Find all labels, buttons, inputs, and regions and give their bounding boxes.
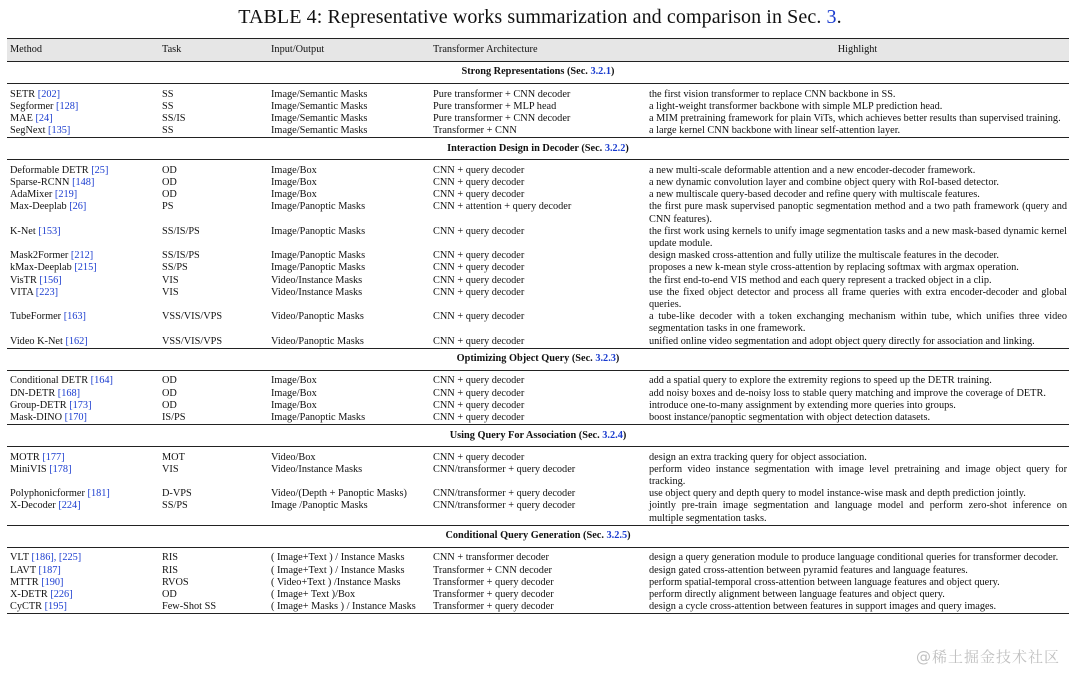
section-title-text: Using Query For Association (Sec.: [449, 429, 603, 441]
citation-link[interactable]: [135]: [48, 125, 71, 137]
table-row: [7, 201, 1069, 225]
method-name: DN-DETR: [10, 387, 56, 399]
table-row: [7, 262, 1069, 274]
input-output-cell: ( Image+Text ) / Instance Masks: [271, 564, 405, 576]
citation-link[interactable]: [156]: [39, 274, 62, 286]
table-caption: [0, 6, 1080, 29]
architecture-cell: Transformer + CNN decoder: [433, 564, 552, 576]
input-output-cell: Image/Semantic Masks: [271, 88, 368, 100]
method-name: X-Decoder: [10, 500, 56, 512]
task-cell: SS/PS: [162, 500, 188, 512]
method-cell: [7, 500, 159, 525]
highlight-cell: unified online video segmentation and adopt object query directly for association and linking.: [649, 335, 1035, 347]
task-cell: Few-Shot SS: [159, 601, 268, 614]
input-output-cell: ( Video+Text ) /Instance Masks: [271, 576, 401, 588]
input-output-cell: Image/Panoptic Masks: [271, 411, 366, 423]
citation-link[interactable]: [26]: [69, 201, 87, 213]
task-cell: SS/PS: [162, 262, 188, 274]
method-name: Conditional DETR: [10, 375, 89, 387]
header-input-output: Input/Output: [268, 39, 430, 62]
highlight-cell: design an extra tracking query for object association.: [649, 451, 867, 463]
section-title-close: ): [611, 66, 615, 78]
citation-link[interactable]: [224]: [58, 500, 81, 512]
highlight-cell: a MIM pretraining framework for plain ViTs, which achieves better results than supervised training.: [649, 112, 1061, 124]
citation-link[interactable]: [170]: [64, 411, 87, 423]
section-header-row: [7, 138, 1069, 160]
method-cell: [7, 113, 159, 125]
header-row: [7, 39, 1069, 62]
architecture-cell: CNN + query decoder: [433, 177, 525, 189]
method-cell: [7, 452, 159, 464]
citation-link[interactable]: [187]: [38, 564, 61, 576]
highlight-cell: proposes a new k-mean style cross-attention by replacing softmax with argmax operation.: [649, 262, 1019, 274]
architecture-cell: CNN + query decoder: [433, 375, 525, 387]
method-cell: [7, 89, 159, 101]
section-title-text: Strong Representations (Sec.: [461, 66, 591, 78]
method-cell: [7, 275, 159, 287]
table-row: [7, 500, 1069, 525]
method-name: X-DETR: [10, 589, 48, 600]
method-cell: [7, 552, 159, 564]
task-cell: SS/IS/PS: [162, 225, 200, 237]
citation-link[interactable]: [173]: [69, 399, 92, 411]
task-cell: SS: [162, 88, 174, 100]
input-output-cell: Image/Box: [271, 375, 317, 387]
method-cell: [7, 488, 159, 500]
table-row: [7, 589, 1069, 601]
architecture-cell: CNN + query decoder: [433, 262, 525, 274]
input-output-cell: Video/Instance Masks: [271, 274, 363, 286]
table-row: [7, 375, 1069, 387]
architecture-cell: CNN + query decoder: [433, 411, 525, 423]
input-output-cell: Video/Instance Masks: [271, 463, 363, 475]
architecture-cell: CNN + query decoder: [433, 399, 525, 411]
table-row: [7, 601, 1069, 614]
highlight-cell: use the fixed object detector and process all frame queries with extra encoder-decoder and global queries.: [649, 286, 1067, 311]
method-name: MOTR: [10, 451, 40, 463]
section-title-close: ): [622, 429, 627, 441]
method-name: Mask2Former: [10, 250, 69, 262]
architecture-cell: CNN + attention + query decoder: [433, 201, 572, 213]
highlight-cell: perform video instance segmentation with image level pretraining and image object query for tracking.: [649, 463, 1067, 488]
task-cell: SS/IS/PS: [162, 250, 200, 262]
table-row: [7, 177, 1069, 189]
watermark: @稀土掘金技术社区: [915, 648, 1060, 666]
highlight-cell: jointly pre-train image segmentation and language model and perform zero-shot inference on multiple segmentation tasks.: [649, 500, 1067, 524]
task-cell: OD: [162, 177, 177, 189]
caption-section-link[interactable]: 3: [826, 6, 837, 28]
citation-link[interactable]: [163]: [63, 311, 86, 323]
highlight-cell: a new multiscale query-based decoder and refine query with multiscale features.: [649, 189, 980, 201]
input-output-cell: Image /Panoptic Masks: [271, 500, 368, 512]
header-method: Method: [7, 39, 159, 62]
table-row: [7, 311, 1069, 335]
task-cell: VSS/VIS/VPS: [162, 335, 223, 347]
citation-link[interactable]: [186], [225]: [31, 552, 82, 564]
method-cell: [7, 375, 159, 387]
method-cell: [7, 287, 159, 311]
table-header: [7, 39, 1069, 62]
section-ref-link[interactable]: 3.2.5: [606, 530, 628, 542]
section-title: [7, 138, 1069, 160]
task-cell: SS/IS: [162, 112, 186, 124]
architecture-cell: Pure transformer + CNN decoder: [433, 112, 571, 124]
method-name: VITA: [10, 286, 34, 298]
method-cell: [7, 388, 159, 400]
method-cell: [7, 101, 159, 113]
table-row: [7, 125, 1069, 138]
citation-link[interactable]: [219]: [54, 189, 78, 201]
method-cell: [7, 262, 159, 274]
section-title: [7, 62, 1069, 84]
method-cell: [7, 412, 159, 425]
table-row: [7, 165, 1069, 177]
section-ref-link[interactable]: 3.2.3: [595, 353, 616, 365]
citation-link[interactable]: [190]: [41, 576, 64, 588]
architecture-cell: CNN + query decoder: [433, 451, 525, 463]
highlight-cell: add noisy boxes and de-noisy loss to stable query matching and improve the coverage of DETR.: [649, 387, 1046, 399]
highlight-cell: the first pure mask supervised panoptic segmentation method and a two path framework (query and CNN features).: [649, 201, 1067, 225]
method-cell: [7, 201, 159, 225]
highlight-cell: the first work using kernels to unify image segmentation tasks and a new mask-based dynamic kernel update module.: [649, 225, 1067, 250]
task-cell: SS: [162, 125, 174, 137]
input-output-cell: Image/Semantic Masks: [271, 125, 368, 137]
method-cell: [7, 189, 159, 201]
method-name: Segformer: [10, 100, 54, 112]
section-title: [7, 425, 1069, 447]
section-title: [7, 525, 1069, 547]
method-name: AdaMixer: [10, 189, 53, 201]
task-cell: SS: [162, 100, 174, 112]
citation-link[interactable]: [168]: [57, 387, 81, 399]
method-name: VisTR: [10, 274, 37, 286]
method-name: Video K-Net: [10, 335, 63, 347]
table-row: [7, 388, 1069, 400]
header-task: Task: [159, 39, 268, 62]
architecture-cell: Pure transformer + MLP head: [433, 100, 557, 112]
highlight-cell: design a cycle cross-attention between features in support images and query images.: [646, 601, 1069, 614]
architecture-cell: CNN + query decoder: [433, 311, 525, 323]
input-output-cell: ( Image+Text ) / Instance Masks: [271, 552, 405, 564]
table-row: [7, 452, 1069, 464]
task-cell: VIS: [162, 463, 179, 475]
citation-link[interactable]: [202]: [37, 88, 61, 100]
task-cell: VIS: [162, 286, 179, 298]
input-output-cell: Image/Panoptic Masks: [271, 262, 366, 274]
table-row: [7, 287, 1069, 311]
task-cell: RIS: [162, 564, 179, 576]
input-output-cell: ( Image+ Text )/Box: [271, 589, 356, 600]
method-name: kMax-Deeplab: [10, 262, 72, 274]
citation-link[interactable]: [153]: [38, 225, 61, 237]
section-title-text: Interaction Design in Decoder (Sec.: [447, 142, 605, 154]
method-name: Max-Deeplab: [10, 201, 67, 213]
task-cell: RIS: [162, 552, 179, 564]
task-cell: OD: [162, 375, 177, 387]
task-cell: PS: [162, 201, 174, 213]
method-name: Polyphonicformer: [10, 488, 85, 500]
table-row: [7, 400, 1069, 412]
highlight-cell: design gated cross-attention between pyramid features and language features.: [649, 564, 968, 576]
architecture-cell: CNN + query decoder: [433, 387, 525, 399]
input-output-cell: Image/Box: [271, 387, 317, 399]
input-output-cell: Image/Box: [271, 399, 317, 411]
task-cell: OD: [162, 399, 177, 411]
citation-link[interactable]: [25]: [91, 164, 109, 176]
table-row: [7, 412, 1069, 425]
highlight-cell: the first end-to-end VIS method and each query represent a tracked object in a clip.: [649, 274, 992, 286]
architecture-cell: CNN/transformer + query decoder: [433, 463, 576, 475]
table-row: [7, 336, 1069, 349]
highlight-cell: design a query generation module to produce language conditional queries for transformer decoder.: [649, 552, 1059, 564]
table-row: [7, 226, 1069, 250]
citation-link[interactable]: [162]: [65, 335, 88, 347]
table-row: [7, 113, 1069, 125]
section-header-row: [7, 425, 1069, 447]
input-output-cell: Image/Semantic Masks: [271, 112, 368, 124]
method-name: SegNext: [10, 125, 46, 137]
citation-link[interactable]: [148]: [72, 177, 95, 189]
task-cell: VIS: [162, 274, 179, 286]
architecture-cell: CNN + query decoder: [433, 250, 525, 262]
section-title-text: Conditional Query Generation (Sec.: [445, 530, 607, 542]
input-output-cell: Image/Panoptic Masks: [271, 250, 366, 262]
architecture-cell: Transformer + CNN: [433, 125, 517, 137]
citation-link[interactable]: [128]: [56, 100, 79, 112]
architecture-cell: CNN + query decoder: [433, 274, 525, 286]
input-output-cell: ( Image+ Masks ) / Instance Masks: [268, 601, 430, 614]
header-architecture: Transformer Architecture: [430, 39, 646, 62]
method-cell: [7, 165, 159, 177]
table-row: [7, 552, 1069, 564]
table-row: [7, 565, 1069, 577]
input-output-cell: Video/Panoptic Masks: [271, 335, 364, 347]
citation-link[interactable]: [226]: [50, 589, 73, 600]
table-row: [7, 189, 1069, 201]
method-name: Mask-DINO: [10, 411, 63, 423]
architecture-cell: CNN/transformer + query decoder: [433, 488, 576, 500]
table-body: [7, 62, 1069, 614]
method-name: Group-DETR: [10, 399, 67, 411]
highlight-cell: perform spatial-temporal cross-attention between language features and object query.: [649, 576, 1000, 588]
section-header-row: [7, 525, 1069, 547]
method-name: Sparse-RCNN: [10, 177, 70, 189]
method-name: MTTR: [10, 576, 39, 588]
architecture-cell: CNN + query decoder: [433, 189, 525, 201]
highlight-cell: use object query and depth query to model instance-wise mask and depth prediction jointly.: [649, 488, 1026, 500]
highlight-cell: a new dynamic convolution layer and combine object query with RoI-based detector.: [649, 177, 999, 189]
input-output-cell: Video/Panoptic Masks: [271, 311, 364, 323]
header-highlight: Highlight: [646, 39, 1069, 62]
highlight-cell: design masked cross-attention and fully utilize the multiscale features in the decoder.: [649, 250, 999, 262]
method-cell: [7, 226, 159, 250]
citation-link[interactable]: [215]: [74, 262, 97, 274]
input-output-cell: Video/(Depth + Panoptic Masks): [271, 488, 407, 500]
task-cell: OD: [162, 589, 177, 600]
task-cell: OD: [162, 189, 177, 201]
citation-link[interactable]: [24]: [35, 112, 53, 124]
citation-link[interactable]: [195]: [44, 601, 67, 613]
highlight-cell: a tube-like decoder with a token exchanging mechanism within tube, which unifies three video segmentation tasks in one framework.: [649, 311, 1067, 335]
task-cell: OD: [162, 164, 177, 176]
method-name: LAVT: [10, 564, 36, 576]
table-row: [7, 488, 1069, 500]
architecture-cell: Transformer + query decoder: [433, 589, 554, 600]
method-cell: [7, 400, 159, 412]
citation-link[interactable]: [223]: [35, 286, 59, 298]
highlight-cell: boost instance/panoptic segmentation with object detection datasets.: [649, 411, 931, 423]
architecture-cell: Transformer + query decoder: [430, 601, 646, 614]
highlight-cell: introduce one-to-many assignment by extending more queries into groups.: [649, 399, 956, 411]
table-row: [7, 89, 1069, 101]
section-header-row: [7, 348, 1069, 370]
input-output-cell: Image/Panoptic Masks: [271, 225, 366, 237]
caption-end: .: [836, 6, 842, 28]
method-name: K-Net: [10, 225, 36, 237]
method-cell: [7, 311, 159, 335]
citation-link[interactable]: [164]: [90, 375, 113, 387]
architecture-cell: CNN + transformer decoder: [433, 552, 549, 564]
task-cell: IS/PS: [162, 411, 186, 423]
section-title-close: ): [627, 530, 631, 542]
method-cell: [7, 601, 159, 614]
highlight-cell: perform directly alignment between language features and object query.: [649, 589, 945, 600]
task-cell: RVOS: [162, 576, 189, 588]
table-row: [7, 577, 1069, 589]
citation-link[interactable]: [181]: [87, 488, 110, 500]
architecture-cell: CNN + query decoder: [433, 164, 525, 176]
method-cell: [7, 336, 159, 349]
input-output-cell: Image/Box: [271, 164, 317, 176]
task-cell: OD: [162, 387, 177, 399]
section-ref-link[interactable]: 3.2.1: [590, 66, 612, 78]
section-title-close: ): [615, 353, 620, 365]
table-row: [7, 464, 1069, 488]
task-cell: MOT: [162, 451, 185, 463]
table-row: [7, 101, 1069, 113]
input-output-cell: Video/Instance Masks: [271, 286, 363, 298]
architecture-cell: Transformer + query decoder: [433, 576, 554, 588]
section-title: [7, 348, 1069, 370]
section-title-close: ): [625, 142, 629, 154]
architecture-cell: CNN + query decoder: [433, 225, 525, 237]
highlight-cell: a new multi-scale deformable attention and a new encoder-decoder framework.: [649, 164, 976, 176]
method-name: CyCTR: [10, 601, 43, 613]
citation-link[interactable]: [178]: [49, 463, 72, 475]
citation-link[interactable]: [177]: [42, 451, 65, 463]
method-cell: [7, 250, 159, 262]
method-cell: [7, 177, 159, 189]
highlight-cell: the first vision transformer to replace CNN backbone in SS.: [649, 88, 896, 100]
task-cell: VSS/VIS/VPS: [162, 311, 223, 323]
highlight-cell: a light-weight transformer backbone with simple MLP prediction head.: [649, 100, 943, 112]
highlight-cell: a large kernel CNN backbone with linear self-attention layer.: [649, 125, 901, 137]
section-title-text: Optimizing Object Query (Sec.: [456, 353, 596, 365]
method-cell: [7, 577, 159, 589]
method-cell: [7, 125, 159, 138]
task-cell: D-VPS: [162, 488, 192, 500]
comparison-table: [7, 38, 1069, 614]
architecture-cell: CNN/transformer + query decoder: [433, 500, 576, 512]
input-output-cell: Image/Box: [271, 177, 317, 189]
input-output-cell: Image/Box: [271, 189, 317, 201]
method-name: Deformable DETR: [10, 164, 89, 176]
section-ref-link[interactable]: 3.2.2: [604, 142, 626, 154]
method-cell: [7, 565, 159, 577]
method-name: VLT: [10, 552, 29, 564]
method-name: MAE: [10, 112, 33, 124]
input-output-cell: Image/Panoptic Masks: [271, 201, 366, 213]
section-header-row: [7, 62, 1069, 84]
method-cell: [7, 464, 159, 488]
architecture-cell: CNN + query decoder: [433, 335, 525, 347]
input-output-cell: Image/Semantic Masks: [271, 100, 368, 112]
table-row: [7, 250, 1069, 262]
highlight-cell: add a spatial query to explore the extremity regions to speed up the DETR training.: [649, 375, 992, 387]
method-name: MiniVIS: [10, 463, 47, 475]
method-name: SETR: [10, 88, 36, 100]
method-name: TubeFormer: [10, 311, 62, 323]
architecture-cell: Pure transformer + CNN decoder: [433, 88, 571, 100]
method-cell: [7, 589, 159, 601]
citation-link[interactable]: [212]: [70, 250, 94, 262]
caption-text: TABLE 4: Representative works summarization and comparison in Sec.: [238, 6, 827, 28]
section-ref-link[interactable]: 3.2.4: [602, 429, 623, 441]
input-output-cell: Video/Box: [271, 451, 316, 463]
table-row: [7, 275, 1069, 287]
architecture-cell: CNN + query decoder: [433, 286, 525, 298]
